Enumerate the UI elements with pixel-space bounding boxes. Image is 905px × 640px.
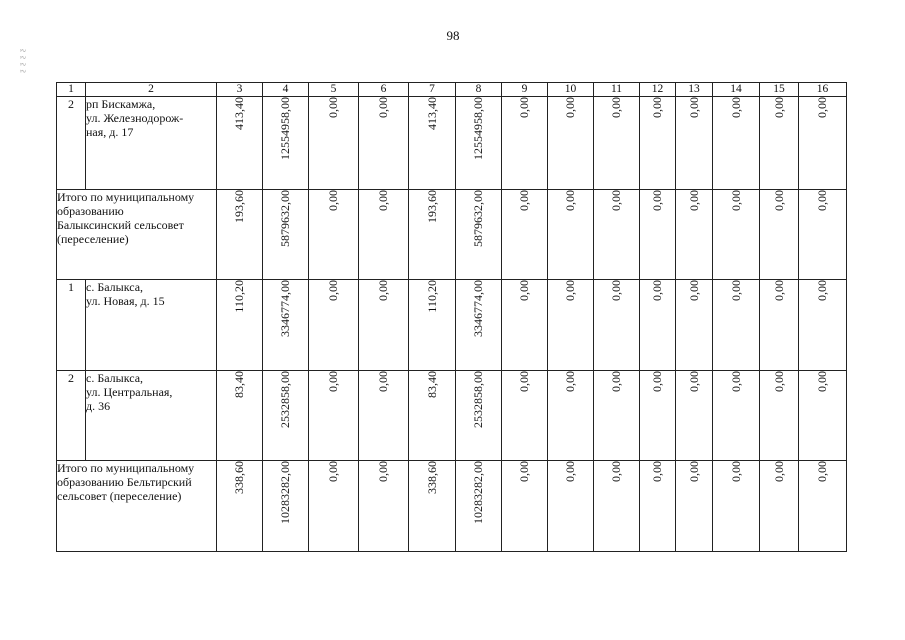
column-header: 16: [799, 83, 847, 97]
value-text: 0,00: [815, 280, 829, 301]
value-text: 0,00: [326, 190, 340, 211]
value-cell: [217, 280, 263, 371]
value-text: 0,00: [650, 371, 664, 392]
value-text: 0,00: [728, 280, 743, 301]
address-cell: [86, 280, 217, 371]
value-cell: [713, 97, 760, 190]
column-header: 3: [217, 83, 263, 97]
column-header: 11: [594, 83, 640, 97]
value-cell: [594, 280, 640, 371]
value-cell: [594, 97, 640, 190]
value-text: 0,00: [771, 280, 786, 301]
value-text: 0,00: [609, 371, 623, 392]
value-text: 0,00: [728, 97, 743, 118]
value-text: 0,00: [686, 280, 701, 301]
value-cell: [456, 461, 502, 552]
value-text: 0,00: [728, 461, 743, 482]
table-row: [57, 280, 847, 371]
data-table: [56, 82, 847, 552]
value-text: 0,00: [609, 280, 623, 301]
value-cell: [548, 97, 594, 190]
value-text: 0,00: [650, 461, 664, 482]
value-text: 0,00: [815, 371, 829, 392]
value-cell: [548, 190, 594, 280]
value-text: 0,00: [326, 280, 340, 301]
value-cell: [713, 371, 760, 461]
value-cell: [263, 461, 309, 552]
total-row: [57, 461, 847, 552]
value-text: 3346774,00: [471, 280, 485, 337]
value-cell: [640, 371, 676, 461]
column-header: 6: [359, 83, 409, 97]
value-cell: [799, 97, 847, 190]
value-text: 0,00: [376, 97, 390, 118]
value-text: 0,00: [815, 190, 829, 211]
value-text: 0,00: [326, 461, 340, 482]
value-text: 0,00: [563, 371, 577, 392]
value-cell: [359, 461, 409, 552]
address-cell: [86, 371, 217, 461]
total-label-cell: [57, 190, 217, 280]
value-cell: [456, 190, 502, 280]
value-text: 0,00: [686, 190, 701, 211]
value-text: 12554958,00: [471, 97, 485, 160]
header-row: [57, 83, 847, 97]
value-text: 0,00: [563, 190, 577, 211]
value-cell: [640, 280, 676, 371]
value-text: 0,00: [326, 371, 340, 392]
value-text: 0,00: [563, 461, 577, 482]
value-text: 0,00: [376, 371, 390, 392]
value-text: 0,00: [728, 371, 743, 392]
table-body: [57, 83, 847, 552]
name-line: рп Бискамжа,: [86, 97, 156, 111]
name-line: (переселение): [57, 232, 129, 246]
value-cell: [548, 371, 594, 461]
value-cell: [456, 371, 502, 461]
total-row: [57, 190, 847, 280]
value-cell: [217, 190, 263, 280]
value-cell: [502, 190, 548, 280]
value-cell: [309, 461, 359, 552]
value-text: 0,00: [728, 190, 743, 211]
value-cell: [713, 280, 760, 371]
value-cell: [217, 461, 263, 552]
value-text: 5879632,00: [471, 190, 485, 247]
value-text: 0,00: [650, 280, 664, 301]
value-cell: [799, 190, 847, 280]
value-cell: [502, 461, 548, 552]
value-text: 413,40: [232, 97, 246, 130]
value-text: 110,20: [232, 280, 246, 313]
value-cell: [359, 280, 409, 371]
column-header: 13: [676, 83, 713, 97]
column-header: 10: [548, 83, 594, 97]
value-cell: [676, 190, 713, 280]
name-line: с. Балыкса,: [86, 371, 144, 385]
name-line: Итого по муниципальному: [57, 190, 195, 204]
margin-mark: ƺ ƺ ƺ ƺ: [18, 48, 26, 73]
value-cell: [594, 461, 640, 552]
value-cell: [456, 97, 502, 190]
value-cell: [594, 371, 640, 461]
value-cell: [760, 371, 799, 461]
value-text: 0,00: [686, 461, 701, 482]
value-text: 0,00: [517, 97, 531, 118]
value-cell: [409, 190, 456, 280]
value-text: 3346774,00: [278, 280, 292, 337]
value-text: 5879632,00: [278, 190, 292, 247]
address-cell: [86, 97, 217, 190]
value-text: 0,00: [771, 371, 786, 392]
name-line: Итого по муниципальному: [57, 461, 195, 475]
value-cell: [456, 280, 502, 371]
value-cell: [713, 190, 760, 280]
value-text: 0,00: [376, 461, 390, 482]
value-cell: [640, 97, 676, 190]
value-cell: [309, 190, 359, 280]
column-header: 9: [502, 83, 548, 97]
value-cell: [799, 461, 847, 552]
value-cell: [676, 461, 713, 552]
value-cell: [548, 280, 594, 371]
value-cell: [359, 371, 409, 461]
value-text: 10283282,00: [471, 461, 485, 524]
value-text: 0,00: [517, 461, 531, 482]
column-header: 12: [640, 83, 676, 97]
name-line: с. Балыкса,: [86, 280, 144, 294]
table-row: [57, 97, 847, 190]
value-cell: [799, 371, 847, 461]
column-header: 5: [309, 83, 359, 97]
value-text: 0,00: [686, 97, 701, 118]
value-cell: [359, 190, 409, 280]
value-text: 0,00: [609, 190, 623, 211]
value-cell: [760, 97, 799, 190]
value-text: 413,40: [424, 97, 439, 130]
value-text: 0,00: [517, 371, 531, 392]
value-cell: [502, 280, 548, 371]
value-cell: [359, 97, 409, 190]
name-line: сельсовет (переселение): [57, 489, 182, 503]
value-text: 0,00: [771, 461, 786, 482]
value-text: 10283282,00: [278, 461, 292, 524]
value-cell: [502, 97, 548, 190]
value-cell: [309, 371, 359, 461]
value-cell: [409, 461, 456, 552]
total-label-cell: [57, 461, 217, 552]
value-text: 0,00: [376, 190, 390, 211]
column-header: 4: [263, 83, 309, 97]
column-header: 15: [760, 83, 799, 97]
value-text: 0,00: [686, 371, 701, 392]
value-cell: [640, 461, 676, 552]
value-text: 2532858,00: [278, 371, 292, 428]
row-number: 2: [57, 97, 86, 190]
column-header: 1: [57, 83, 86, 97]
value-text: 12554958,00: [278, 97, 292, 160]
row-number: 1: [57, 280, 86, 371]
value-text: 2532858,00: [471, 371, 485, 428]
name-line: образованию Бельтирский: [57, 475, 192, 489]
value-text: 0,00: [609, 97, 623, 118]
value-text: 0,00: [326, 97, 340, 118]
value-cell: [263, 97, 309, 190]
value-cell: [594, 190, 640, 280]
value-text: 0,00: [376, 280, 390, 301]
value-text: 0,00: [815, 461, 829, 482]
value-cell: [409, 371, 456, 461]
value-cell: [760, 280, 799, 371]
value-text: 0,00: [650, 190, 664, 211]
value-text: 0,00: [517, 190, 531, 211]
column-header: 14: [713, 83, 760, 97]
value-cell: [309, 280, 359, 371]
value-cell: [217, 97, 263, 190]
value-cell: [263, 280, 309, 371]
value-text: 0,00: [517, 280, 531, 301]
value-cell: [676, 280, 713, 371]
value-cell: [263, 371, 309, 461]
value-cell: [309, 97, 359, 190]
table-row: [57, 371, 847, 461]
name-line: ул. Центральная,: [86, 385, 173, 399]
value-text: 338,60: [232, 461, 246, 494]
value-text: 0,00: [563, 97, 577, 118]
column-header: 8: [456, 83, 502, 97]
value-cell: [640, 190, 676, 280]
value-cell: [409, 97, 456, 190]
value-cell: [760, 190, 799, 280]
value-cell: [263, 190, 309, 280]
name-line: ул. Новая, д. 15: [86, 294, 165, 308]
value-text: 0,00: [609, 461, 623, 482]
value-text: 193,60: [424, 190, 439, 223]
name-line: ул. Железнодорож-: [86, 111, 184, 125]
name-line: ная, д. 17: [86, 125, 134, 139]
value-text: 83,40: [424, 371, 439, 398]
value-cell: [799, 280, 847, 371]
value-text: 0,00: [771, 190, 786, 211]
value-text: 0,00: [815, 97, 829, 118]
value-cell: [676, 371, 713, 461]
value-text: 193,60: [232, 190, 246, 223]
value-cell: [502, 371, 548, 461]
value-cell: [548, 461, 594, 552]
name-line: образованию: [57, 204, 124, 218]
page-number: 98: [446, 28, 460, 43]
name-line: д. 36: [86, 399, 111, 413]
name-line: Балыксинский сельсовет: [57, 218, 184, 232]
value-text: 0,00: [650, 97, 664, 118]
value-text: 338,60: [424, 461, 439, 494]
value-text: 0,00: [563, 280, 577, 301]
column-header: 7: [409, 83, 456, 97]
value-text: 110,20: [424, 280, 439, 313]
value-text: 0,00: [771, 97, 786, 118]
value-cell: [713, 461, 760, 552]
row-number: 2: [57, 371, 86, 461]
column-header: 2: [86, 83, 217, 97]
value-cell: [409, 280, 456, 371]
value-cell: [760, 461, 799, 552]
value-cell: [676, 97, 713, 190]
value-text: 83,40: [232, 371, 246, 398]
value-cell: [217, 371, 263, 461]
